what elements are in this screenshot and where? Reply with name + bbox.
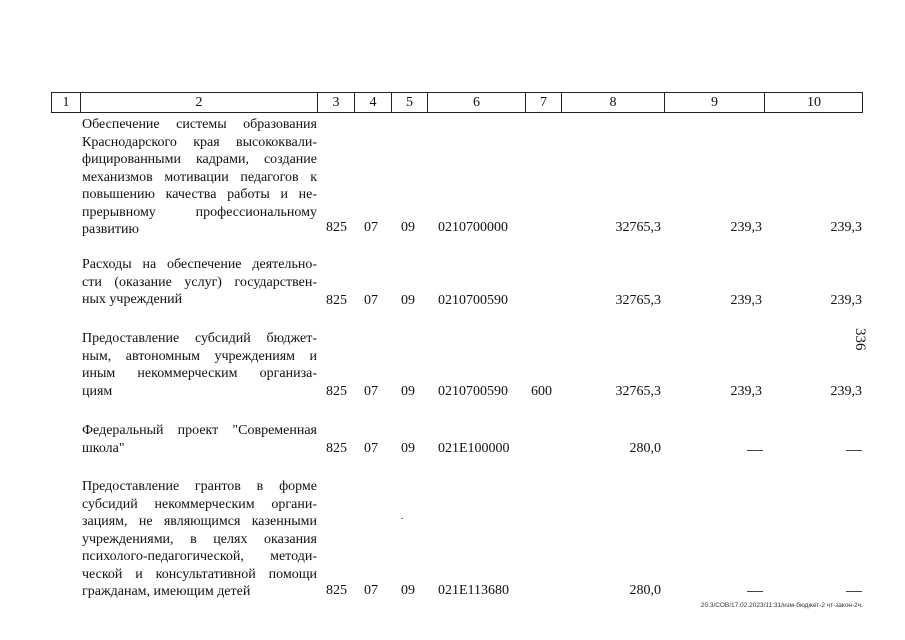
cell-section: 07 (364, 293, 378, 308)
cell-subsection: 09 (401, 441, 415, 456)
cell-amount-col10: 239,3 (830, 384, 862, 399)
cell-ministry-code: 825 (326, 441, 347, 456)
cell-section: 07 (364, 441, 378, 456)
description-line: гражданам, имеющим детей (82, 584, 251, 599)
header-col-8: 8 (561, 93, 664, 112)
description-line: психолого-педагогической, методи- (82, 549, 317, 564)
row-description (82, 330, 317, 400)
description-line: иным некоммерческим организа- (82, 366, 317, 381)
description-line: прерывному профессиональному (82, 204, 317, 220)
dash-col10 (846, 591, 862, 592)
cell-amount-col8: 280,0 (629, 583, 661, 598)
table-header-row (51, 92, 863, 113)
description-line: школа" (82, 440, 125, 456)
description-line: развитию (82, 222, 139, 237)
dash-col10 (846, 450, 862, 451)
cell-ministry-code: 825 (326, 384, 347, 399)
cell-ministry-code: 825 (326, 583, 347, 598)
description-line: Федеральный проект "Современная (82, 423, 317, 438)
description-line: зациям, не являющимся казенными (82, 514, 317, 529)
document-footer: 20.3/СОВ/17.02.2023/11:31/изм-бюджет-2 чт-закон-2ч. (700, 602, 863, 609)
header-col-10: 10 (764, 93, 863, 112)
cell-section: 07 (364, 220, 378, 235)
cell-expense-type: 600 (531, 384, 552, 399)
header-col-4: 4 (354, 93, 391, 112)
cell-ministry-code: 825 (326, 293, 347, 308)
cell-amount-col9: 239,3 (730, 220, 762, 235)
cell-target-article: 0210700000 (438, 220, 508, 235)
description-line: циям (82, 383, 113, 399)
row-description (82, 256, 317, 309)
cell-target-article: 0210700590 (438, 293, 508, 308)
cell-amount-col8: 32765,3 (615, 220, 661, 235)
description-line: субсидий некоммерческим органи- (82, 496, 317, 512)
cell-target-article: 0210700590 (438, 384, 508, 399)
header-col-7: 7 (525, 93, 561, 112)
cell-amount-col9: 239,3 (730, 293, 762, 308)
description-line: ных учреждений (82, 292, 183, 307)
cell-target-article: 021E100000 (438, 441, 510, 456)
cell-amount-col8: 280,0 (629, 441, 661, 456)
header-col-2: 2 (80, 93, 317, 112)
description-line: учреждениями, в целях оказания (82, 531, 317, 547)
cell-target-article: 021E113680 (438, 583, 510, 598)
header-col-1: 1 (62, 95, 70, 110)
dash-col9 (747, 450, 763, 451)
description-line: ческой и консультативной помощи (82, 566, 317, 582)
description-line: сти (оказание услуг) государствен- (82, 274, 317, 290)
cell-section: 07 (364, 384, 378, 399)
cell-subsection: 09 (401, 220, 415, 235)
cell-subsection: 09 (401, 293, 415, 308)
cell-amount-col9: 239,3 (730, 384, 762, 399)
description-line: механизмов мотивации педагогов к (82, 169, 317, 185)
cell-amount-col10: 239,3 (830, 220, 862, 235)
cell-amount-col8: 32765,3 (615, 293, 661, 308)
header-col-6: 6 (427, 93, 525, 112)
row-description (82, 422, 317, 457)
description-line: фицированными кадрами, создание (82, 152, 317, 167)
description-line: Предоставление субсидий бюджет- (82, 331, 317, 346)
cell-amount-col8: 32765,3 (615, 384, 661, 399)
cell-ministry-code: 825 (326, 220, 347, 235)
description-line: повышению качества работы и не- (82, 187, 317, 202)
row-description (82, 478, 317, 601)
description-line: Обеспечение системы образования (82, 117, 317, 132)
page-number: 336 (852, 328, 868, 351)
description-line: Предоставление грантов в форме (82, 479, 317, 494)
description-line: Краснодарского края высококвали- (82, 134, 317, 150)
header-col-5: 5 (391, 93, 427, 112)
cell-subsection: 09 (401, 384, 415, 399)
cell-section: 07 (364, 583, 378, 598)
description-line: Расходы на обеспечение деятельно- (82, 257, 317, 272)
scan-speck (401, 518, 403, 519)
cell-amount-col10: 239,3 (830, 293, 862, 308)
header-col-9: 9 (664, 93, 764, 112)
cell-subsection: 09 (401, 583, 415, 598)
header-col-3: 3 (317, 93, 354, 112)
description-line: ным, автономным учреждениям и (82, 348, 317, 364)
row-description (82, 116, 317, 239)
dash-col9 (747, 591, 763, 592)
